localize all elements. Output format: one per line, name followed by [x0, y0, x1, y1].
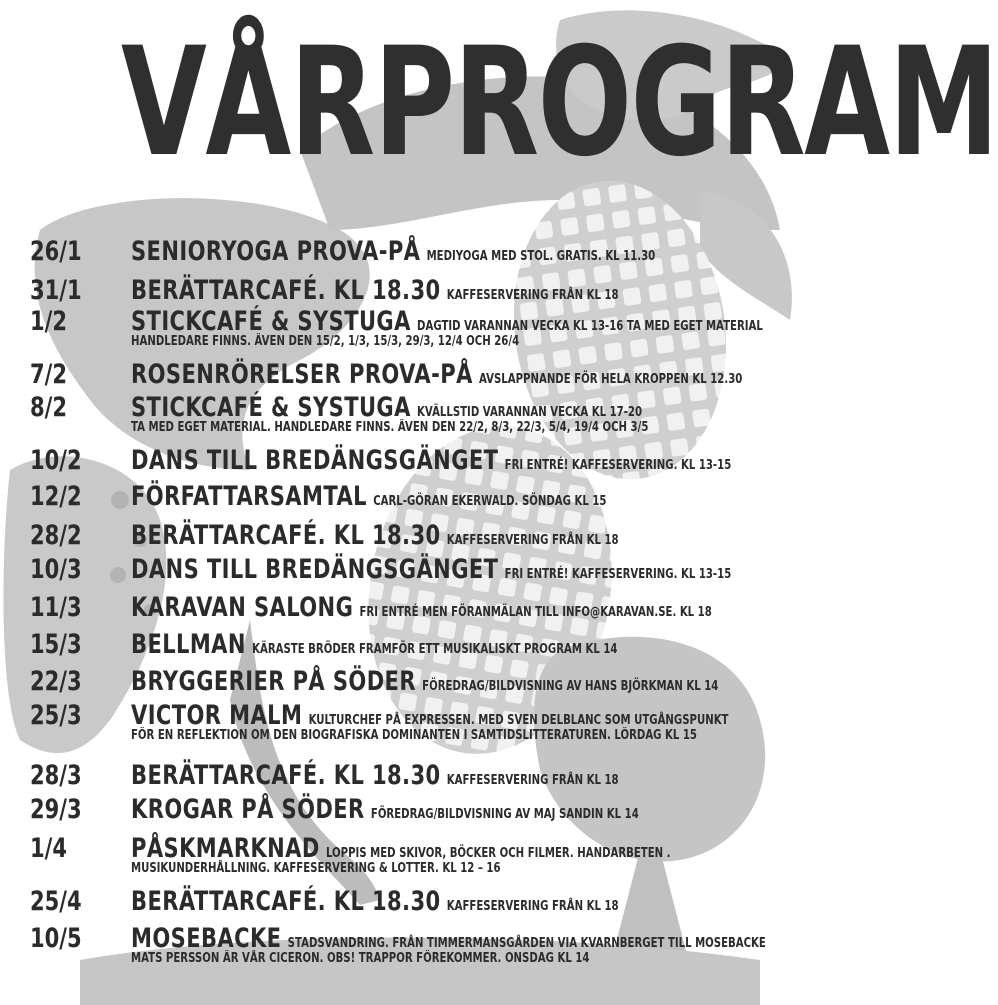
event-line	[131, 361, 810, 394]
event-detail: AVSLAPPNANDE FÖR HELA KROPPEN KL 12.30	[479, 372, 743, 387]
event-date: 11/3	[30, 592, 82, 623]
event-detail: KÄRASTE BRÖDER FRAMFÖR ETT MUSIKALISKT PROGRAM KL 14	[252, 642, 618, 657]
event-heading: SENIORYOGA PROVA-PÅ	[131, 236, 421, 267]
event-detail-continued: FÖR EN REFLEKTION OM DEN BIOGRAFISKA DOMINANTEN I SAMTIDSLITTERATUREN. LÖRDAG KL 15	[131, 728, 697, 743]
event-date: 25/4	[30, 886, 82, 917]
event-detail: KAFFESERVERING FRÅN KL 18	[446, 773, 619, 788]
page-title: VÅRPROGRAM	[120, 16, 998, 190]
event-detail: FÖREDRAG/BILDVISNING AV MAJ SANDIN KL 14	[370, 807, 639, 822]
event-detail: KVÄLLSTID VARANNAN VECKA KL 17-20	[417, 405, 643, 420]
event-heading: DANS TILL BREDÄNGSGÄNGET	[131, 445, 499, 476]
event-heading: ROSENRÖRELSER PROVA-PÅ	[131, 359, 473, 390]
event-line	[131, 594, 810, 627]
event-line	[131, 888, 810, 921]
event-date: 10/5	[30, 923, 82, 954]
event-date: 31/1	[30, 275, 82, 306]
event-date: 15/3	[30, 629, 82, 660]
event-date: 28/3	[30, 760, 82, 791]
event-detail: KULTURCHEF PÅ EXPRESSEN. MED SVEN DELBLANC SOM UTGÅNGSPUNKT	[308, 713, 729, 728]
event-date: 8/2	[30, 392, 68, 423]
event-heading: BELLMAN	[131, 629, 246, 660]
event-heading: KROGAR PÅ SÖDER	[131, 794, 365, 825]
event-detail: LOPPIS MED SKIVOR, BÖCKER OCH FILMER. HANDARBETEN .	[325, 846, 671, 861]
event-heading: BERÄTTARCAFÉ. KL 18.30	[131, 520, 441, 551]
event-heading: MOSEBACKE	[131, 923, 282, 954]
event-date: 29/3	[30, 794, 82, 825]
event-date: 22/3	[30, 666, 82, 697]
event-heading: STICKCAFÉ & SYSTUGA	[131, 306, 411, 337]
event-heading: BERÄTTARCAFÉ. KL 18.30	[131, 275, 441, 306]
event-detail: STADSVANDRING. FRÅN TIMMERMANSGÅRDEN VIA KVARNBERGET TILL MOSEBACKE	[287, 936, 766, 951]
event-line	[131, 668, 810, 701]
event-date: 26/1	[30, 236, 82, 267]
event-heading: FÖRFATTARSAMTAL	[131, 481, 367, 512]
event-line	[131, 483, 810, 516]
event-line	[131, 238, 810, 271]
event-detail-continued: MUSIKUNDERHÅLLNING. KAFFESERVERING & LOTTER. KL 12 – 16	[131, 861, 501, 876]
event-heading: BERÄTTARCAFÉ. KL 18.30	[131, 886, 441, 917]
event-detail: DAGTID VARANNAN VECKA KL 13-16 TA MED EGET MATERIAL	[417, 319, 763, 334]
event-detail: FRI ENTRÉ! KAFFESERVERING. KL 13-15	[504, 567, 732, 582]
event-detail: FRI ENTRÉ! KAFFESERVERING. KL 13-15	[504, 458, 732, 473]
event-line	[131, 447, 810, 480]
event-date: 28/2	[30, 520, 82, 551]
event-heading: STICKCAFÉ & SYSTUGA	[131, 392, 411, 423]
event-date: 10/2	[30, 445, 82, 476]
event-detail: KAFFESERVERING FRÅN KL 18	[446, 899, 619, 914]
event-heading: BRYGGERIER PÅ SÖDER	[131, 666, 416, 697]
event-detail: FRI ENTRÉ MEN FÖRANMÄLAN TILL INFO@KARAVAN.SE. KL 18	[359, 605, 712, 620]
event-date: 1/2	[30, 306, 68, 337]
event-detail-continued: MATS PERSSON ÄR VÅR CICERON. OBS! TRAPPOR FÖREKOMMER. ONSDAG KL 14	[131, 951, 590, 966]
event-date: 7/2	[30, 359, 68, 390]
event-heading: KARAVAN SALONG	[131, 592, 354, 623]
event-heading: DANS TILL BREDÄNGSGÄNGET	[131, 554, 499, 585]
event-detail-continued: HANDLEDARE FINNS. ÄVEN DEN 15/2, 1/3, 15/3, 29/3, 12/4 OCH 26/4	[131, 334, 520, 349]
event-heading: PÅSKMARKNAD	[131, 833, 320, 864]
event-date: 10/3	[30, 554, 82, 585]
event-detail: KAFFESERVERING FRÅN KL 18	[446, 533, 619, 548]
event-detail: KAFFESERVERING FRÅN KL 18	[446, 288, 619, 303]
event-detail: FÖREDRAG/BILDVISNING AV HANS BJÖRKMAN KL 14	[422, 679, 719, 694]
event-line	[131, 556, 810, 589]
event-detail-continued: TA MED EGET MATERIAL. HANDLEDARE FINNS. ÄVEN DEN 22/2, 8/3, 22/3, 5/4, 19/4 OCH 3/5	[131, 420, 649, 435]
event-line	[131, 762, 810, 795]
event-heading: BERÄTTARCAFÉ. KL 18.30	[131, 760, 441, 791]
event-line	[131, 631, 810, 664]
event-line	[131, 522, 810, 555]
event-date: 12/2	[30, 481, 82, 512]
event-detail: CARL-GÖRAN EKERWALD. SÖNDAG KL 15	[373, 494, 607, 509]
event-heading: VICTOR MALM	[131, 700, 303, 731]
event-date: 1/4	[30, 833, 68, 864]
event-line	[131, 796, 810, 829]
event-date: 25/3	[30, 700, 82, 731]
event-detail: MEDIYOGA MED STOL. GRATIS. KL 11.30	[426, 249, 656, 264]
